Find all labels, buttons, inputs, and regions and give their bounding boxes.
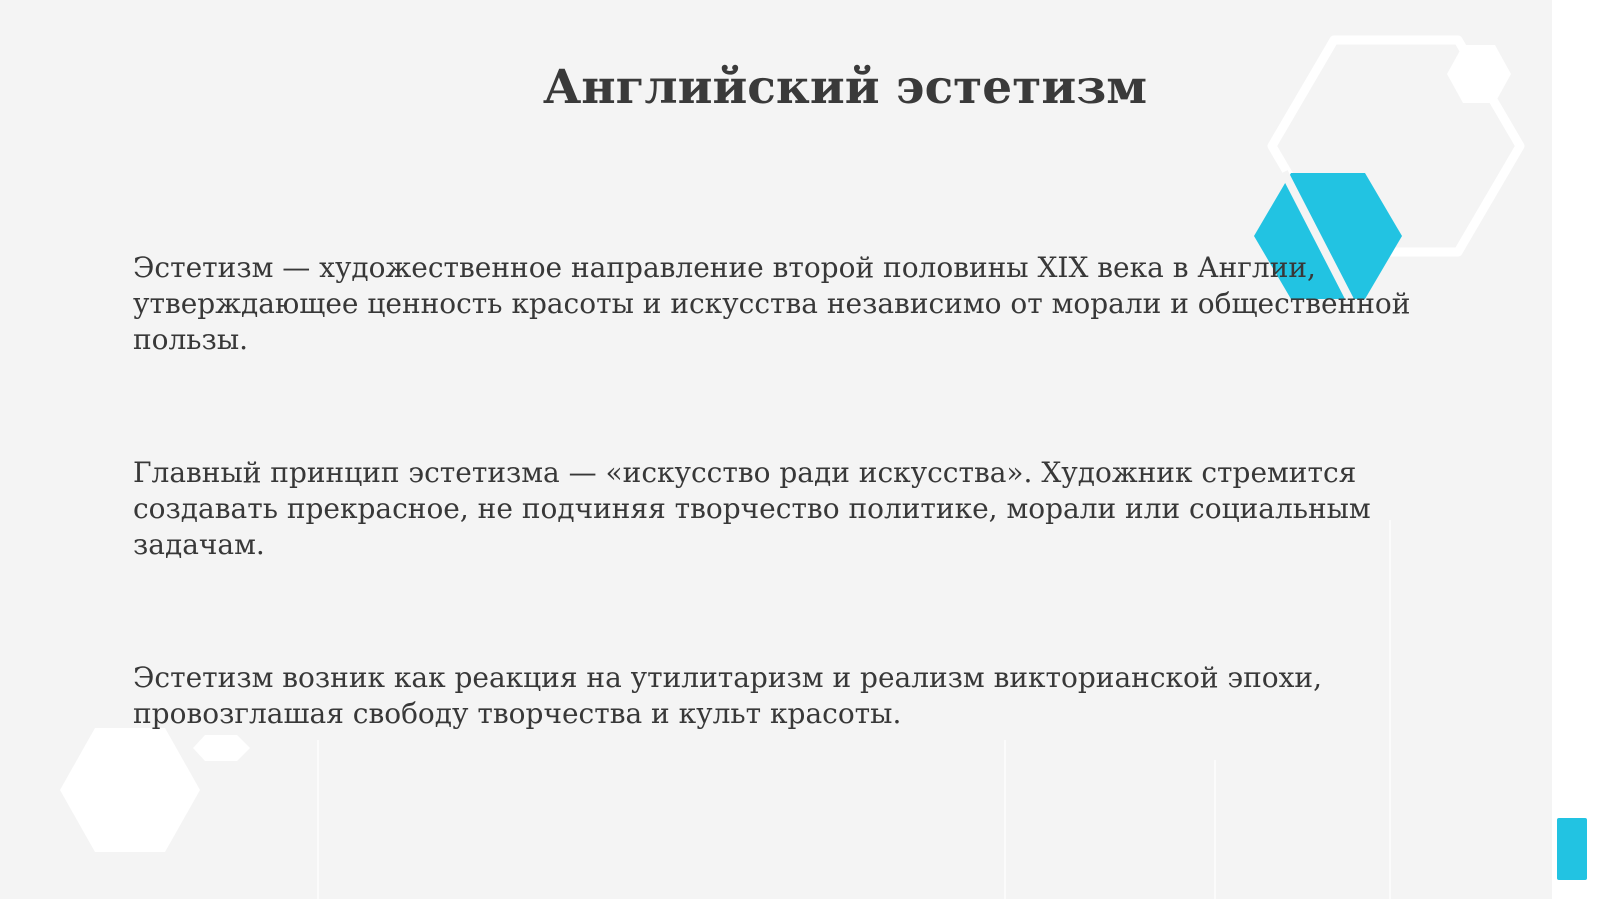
- paragraph-principle: Главный принцип эстетизма — «искусство ради искусства». Художник стремится создавать прекрасное, не подчиняя творчество политике, морали или социальным задачам.: [133, 456, 1371, 561]
- hexagon-white-tiny-icon: [193, 735, 250, 761]
- paragraph-definition: Эстетизм — художественное направление второй половины XIX века в Англии, утверждающее ценность красоты и искусства независимо от морали и общественной пользы.: [133, 251, 1411, 356]
- hexagon-white-bottom-icon: [60, 728, 200, 852]
- scroll-thumb[interactable]: [1557, 818, 1587, 880]
- slide-title: Английский эстетизм: [542, 60, 1148, 115]
- paragraph-origin: Эстетизм возник как реакция на утилитаризм и реализм викторианской эпохи, провозглашая свободу творчества и культ красоты.: [133, 661, 1322, 730]
- slide-content: [133, 250, 1463, 732]
- scrollbar-track[interactable]: [1552, 0, 1600, 899]
